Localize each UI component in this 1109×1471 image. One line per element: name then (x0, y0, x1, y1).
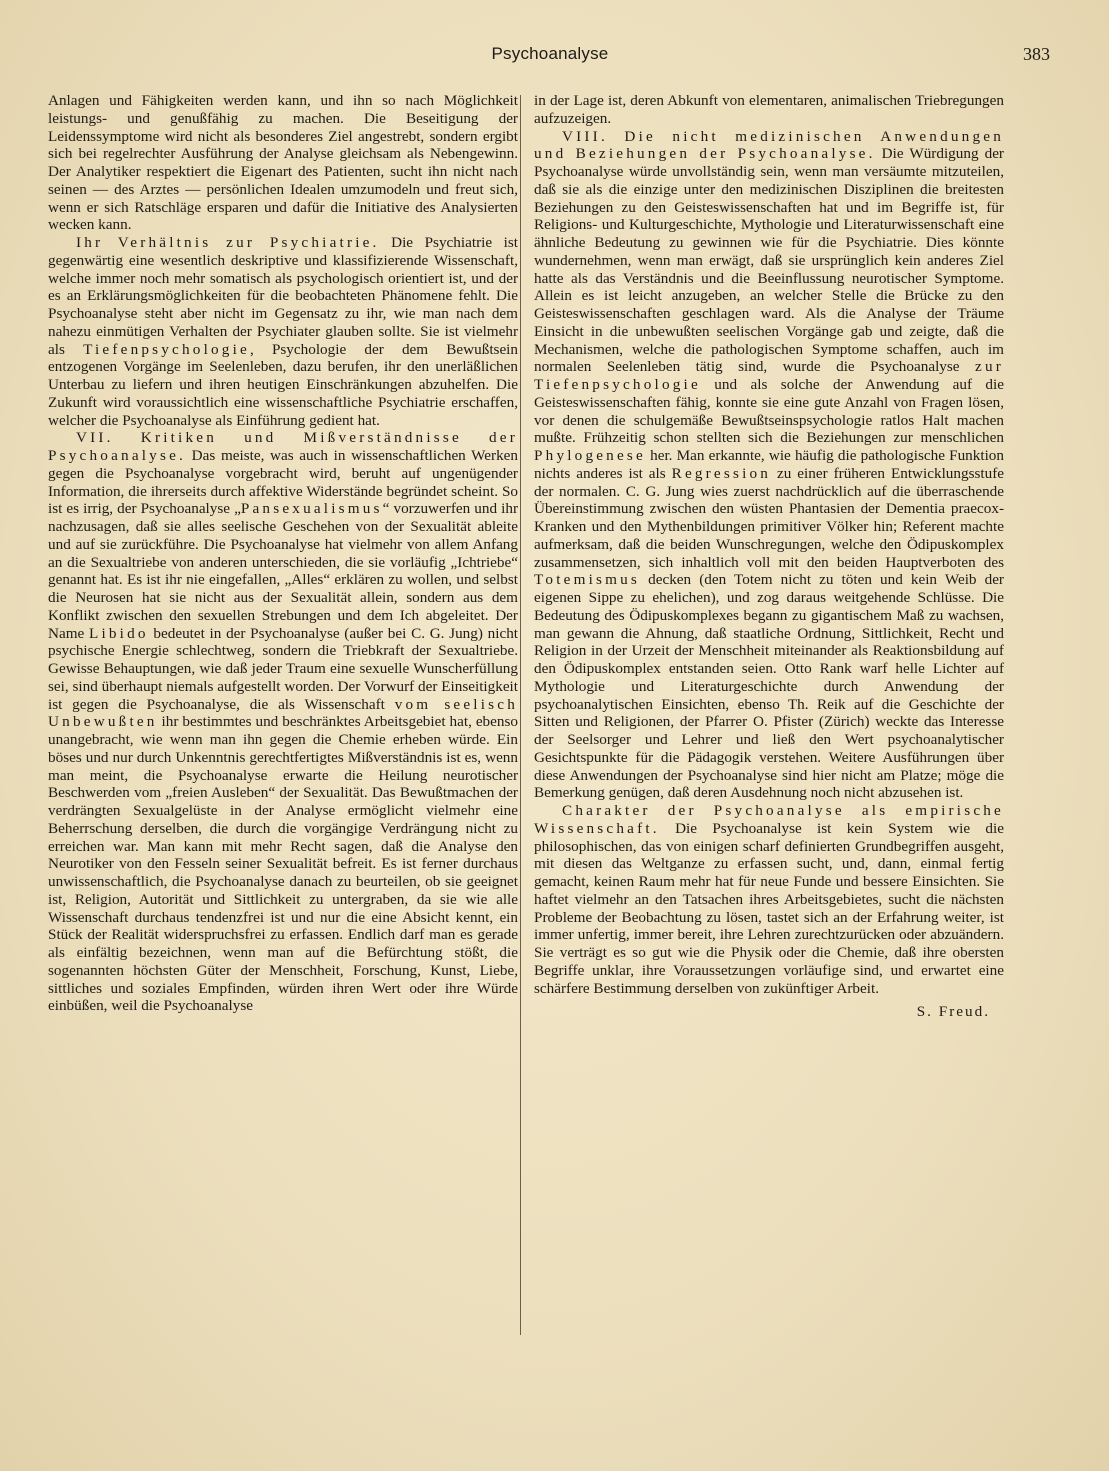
paragraph-character (534, 802, 1004, 997)
section-heading-critiques: VII. Kritiken und Mißverständnisse der Psychoanalyse. (48, 429, 518, 464)
spaced-term: zur Tiefenpsychologie (534, 358, 1004, 393)
section-heading-psychiatry: Ihr Verhältnis zur Psychiatrie. (76, 234, 380, 251)
paragraph-continuation (48, 92, 518, 234)
spaced-term: Tiefenpsychologie (83, 340, 250, 358)
paragraph-applications (534, 128, 1004, 803)
paragraph-text: Die Würdigung der Psychoanalyse würde unvollständig sein, wenn man versäumte mitzuteilen, daß sie als die einzige unter den medizinischen Disziplinen die breitesten Beziehungen zu den Geisteswissenschaften hat und im Begriffe ist, für Religions- und Kulturgeschichte, Mythologie und Literaturwissenschaft eine ähnliche Bedeutung zu gewinnen wie für die Psychiatrie. Dies könnte wundernehmen, wenn man erwägt, daß sie ursprünglich kein anderes Ziel hatte als das Verständnis und die Beeinflussung neurotischer Symptome. Allein es ist leicht anzugeben, an welcher Stelle die Brücke zu den Geisteswissenschaften geschlagen ward. Als die Analyse der Träume Einsicht in die unbewußten seelischen Vorgänge gab und zeigte, daß die Mechanismen, welche die pathologischen Symptome schaffen, auch im normalen Seelenleben tätig sind, wurde die Psychoanalyse (534, 145, 1004, 376)
paragraph-critiques (48, 429, 518, 1015)
spaced-term: Totemismus (534, 571, 641, 589)
column-divider (520, 95, 521, 1335)
author-signature: S. Freud. (916, 1003, 990, 1021)
paragraph-text: Anlagen und Fähigkeiten werden kann, und ihn so nach Möglichkeit leistungs- und genußfähig zu machen. Die Beseitigung der Leidenssymptome wird nicht als besonderes Ziel angestrebt, sondern ergibt sich bei regelrechter Ausführung der Analyse gleichsam als Nebengewinn. Der Analytiker respektiert die Eigenart des Patienten, sucht ihn nicht nach seinen — des Arztes — persönlichen Idealen umzumodeln und freut sich, wenn er sich Ratschläge ersparen und dafür die Initiative des Analysierten wecken kann. (48, 92, 518, 234)
spaced-term: Regression (671, 464, 772, 482)
paragraph-text: , Psychologie der dem Bewußtsein entzogenen Vorgänge im Seelenleben, dazu berufen, ihr den unerläßlichen Unterbau zu liefern und ihren heutigen Einschränkungen abzuhelfen. Die Zukunft wird voraussichtlich eine wissenschaftliche Psychiatrie erschaffen, welcher die Psychoanalyse als Einführung gedient hat. (48, 340, 518, 429)
paragraph-text: ihr bestimmtes und beschränktes Arbeitsgebiet hat, ebenso unangebracht, wie wenn man ihn gegen die Chemie erheben würde. Ein böses und nur durch Unkenntnis gerechtfertigtes Mißverständnis ist es, wenn man meint, die Psychoanalyse erwarte die Heilung neurotischer Beschwerden vom „freien Ausleben“ der Sexualität. Das Bewußtmachen der verdrängten Sexualgelüste in der Analyse ermöglicht vielmehr eine Beherrschung derselben, die durch die vorgängige Verdrängung nicht zu erreichen war. Man kann mit mehr Recht sagen, daß die Analyse den Neurotiker von den Fesseln seiner Sexualität befreit. Es ist ferner durchaus unwissenschaftlich, die Psychoanalyse danach zu beurteilen, ob sie geeignet ist, Religion, Autorität und Sittlichkeit zu untergraben, da sie wie alle Wissenschaft durchaus tendenzfrei ist und nur die eine Absicht kennt, ein Stück der Realität widerspruchsfrei zu erfassen. Endlich darf man es gerade als einfältig bezeichnen, wenn man auf die Befürchtung stößt, die sogenannten höchsten Güter der Menschheit, Forschung, Kunst, Liebe, sittliches und soziales Empfinden, würden ihren Wert oder ihre Würde einbüßen, weil die Psychoanalyse (48, 713, 518, 1015)
left-column (48, 92, 518, 1015)
paragraph-text: bedeutet in der Psychoanalyse (außer bei C. G. Jung) nicht psychische Energie schlechtweg, sondern die Triebkraft der Sexualtriebe. Gewisse Behauptungen, wie daß jeder Traum eine sexuelle Wunscherfüllung sei, sind überhaupt niemals aufgestellt worden. Der Vorwurf der Einseitigkeit ist gegen die Psychoanalyse, die als Wissenschaft (48, 624, 519, 713)
spaced-term: vom seelisch Unbewußten (48, 695, 518, 731)
paragraph-text: decken (den Totem nicht zu töten und kein Weib der eigenen Sippe zu ehelichen), und zog daraus weitgehende Schlüsse. Die Bedeutung des Ödipuskomplexes begann zu gigantischem Maß zu wachsen, man gewann die Ahnung, daß staatliche Ordnung, Sittlichkeit, Recht und Religion in der Urzeit der Menschheit miteinander als Reaktionsbildung auf den Ödipuskomplex entstanden seien. Otto Rank warf helle Lichter auf Mythologie und Literaturgeschichte durch Anwendung der psychoanalytischen Einsichten, ebenso Th. Reik auf die Geschichte der Sitten und Religionen, der Pfarrer O. Pfister (Zürich) weckte das Interesse der Seelsorger und Lehrer und ließ den Wert psychoanalytischer Gesichtspunkte für die Pädagogik verstehen. Weitere Ausführungen über diese Anwendungen der Psychoanalyse sind hier nicht am Platze; möge die Bemerkung genügen, daß deren Ausdehnung noch nicht abzusehen ist. (534, 571, 1004, 802)
spaced-term: Phylogenese (534, 447, 646, 464)
spaced-term: Pansexualismus (240, 500, 383, 518)
section-heading-applications: VIII. Die nicht medizinischen Anwendungen und Beziehungen der Psychoanalyse. (534, 127, 1004, 163)
paragraph-psychiatry (48, 234, 518, 429)
page-number: 383 (1023, 44, 1050, 64)
paragraph-text: Die Psychiatrie ist gegenwärtig eine wesentlich deskriptive und klassifizierende Wissenschaft, welche immer noch mehr somatisch als psychologisch orientiert ist, und der es an Erklärungsmöglichkeiten für die beobachteten Phänomene fehlt. Die Psychoanalyse steht aber nicht im Gegensatz zu ihr, wie man nach dem nahezu einmütigen Verhalten der Psychiater glauben sollte. Sie ist vielmehr als (48, 234, 518, 358)
paragraph-text: Die Psychoanalyse ist kein System wie die philosophischen, das von einigen scharf definierten Grundbegriffen ausgeht, mit diesen das Weltganze zu erfassen sucht, und, dann, einmal fertig gemacht, keinen Raum mehr hat für neue Funde und bessere Einsichten. Sie haftet vielmehr an den Tatsachen ihres Arbeitsgebietes, sucht die nächsten Probleme der Beobachtung zu lösen, tastet sich an der Erfahrung weiter, ist immer unfertig, immer bereit, ihre Lehren zurechtzurücken oder abzuändern. Sie verträgt es so gut wie die Physik oder die Chemie, daß ihre obersten Begriffe unklar, ihre Voraussetzungen vorläufige sind, und erwartet eine schärfere Bestimmung derselben von zukünftiger Arbeit. (534, 819, 1004, 997)
paragraph-text: her. Man erkannte, wie häufig die pathologische Funktion nichts anderes ist als (534, 447, 1004, 482)
paragraph-text: “ vorzuwerfen und ihr nachzusagen, daß sie alles seelische Geschehen von der Sexualität ableite und auf sie zurückführe. Die Psychoanalyse hat vielmehr von allem Anfang an die Sexualtriebe von anderen unterschieden, die sie vorläufig „Ichtriebe“ genannt hat. Es ist ihr nie eingefallen, „Alles“ erklären zu wollen, und selbst die Neurosen hat sie nicht aus der Sexualität allein, sondern aus dem Konflikt zwischen den sexuellen Strebungen und dem Ich abgeleitet. Der Name (48, 500, 519, 642)
paragraph-text: in der Lage ist, deren Abkunft von elementaren, animalischen Triebregungen aufzuzeigen. (534, 92, 1004, 127)
right-column (534, 92, 1004, 1021)
paragraph-text: und als solche der Anwendung auf die Geisteswissenschaften fähig, konnte sie eine gute Anzahl von Fragen lösen, vor denen die schulgemäße Bewußtseinspsychologie ratlos Halt machen mußte. Frühzeitig schon stellten sich die Beziehungen zur menschlichen (534, 376, 1004, 447)
paragraph-continuation (534, 92, 1004, 128)
paragraph-text: zu einer früheren Entwicklungsstufe der normalen. C. G. Jung wies zuerst nachdrücklich auf die überraschende Übereinstimmung zwischen den wüsten Phantasien der Dementia praecox-Kranken und den Mythenbildungen primitiver Völker hin; Referent machte aufmerksam, daß die beiden Wunschregungen, welche den Ödipuskomplex zusammensetzen, sich inhaltlich voll mit den beiden Hauptverboten des (534, 464, 1004, 571)
section-heading-character: Charakter der Psychoanalyse als empirische Wissenschaft. (534, 802, 1004, 837)
spaced-term: Libido (88, 624, 149, 642)
running-head-title: Psychoanalyse (491, 44, 609, 63)
running-head (50, 44, 1050, 72)
paragraph-text: Das meiste, was auch in wissenschaftlichen Werken gegen die Psychoanalyse vorgebracht wird, beruht auf ungenügender Information, die ihrerseits durch affektive Widerstände begründet scheint. So ist es irrig, der Psychoanalyse „ (48, 447, 518, 518)
